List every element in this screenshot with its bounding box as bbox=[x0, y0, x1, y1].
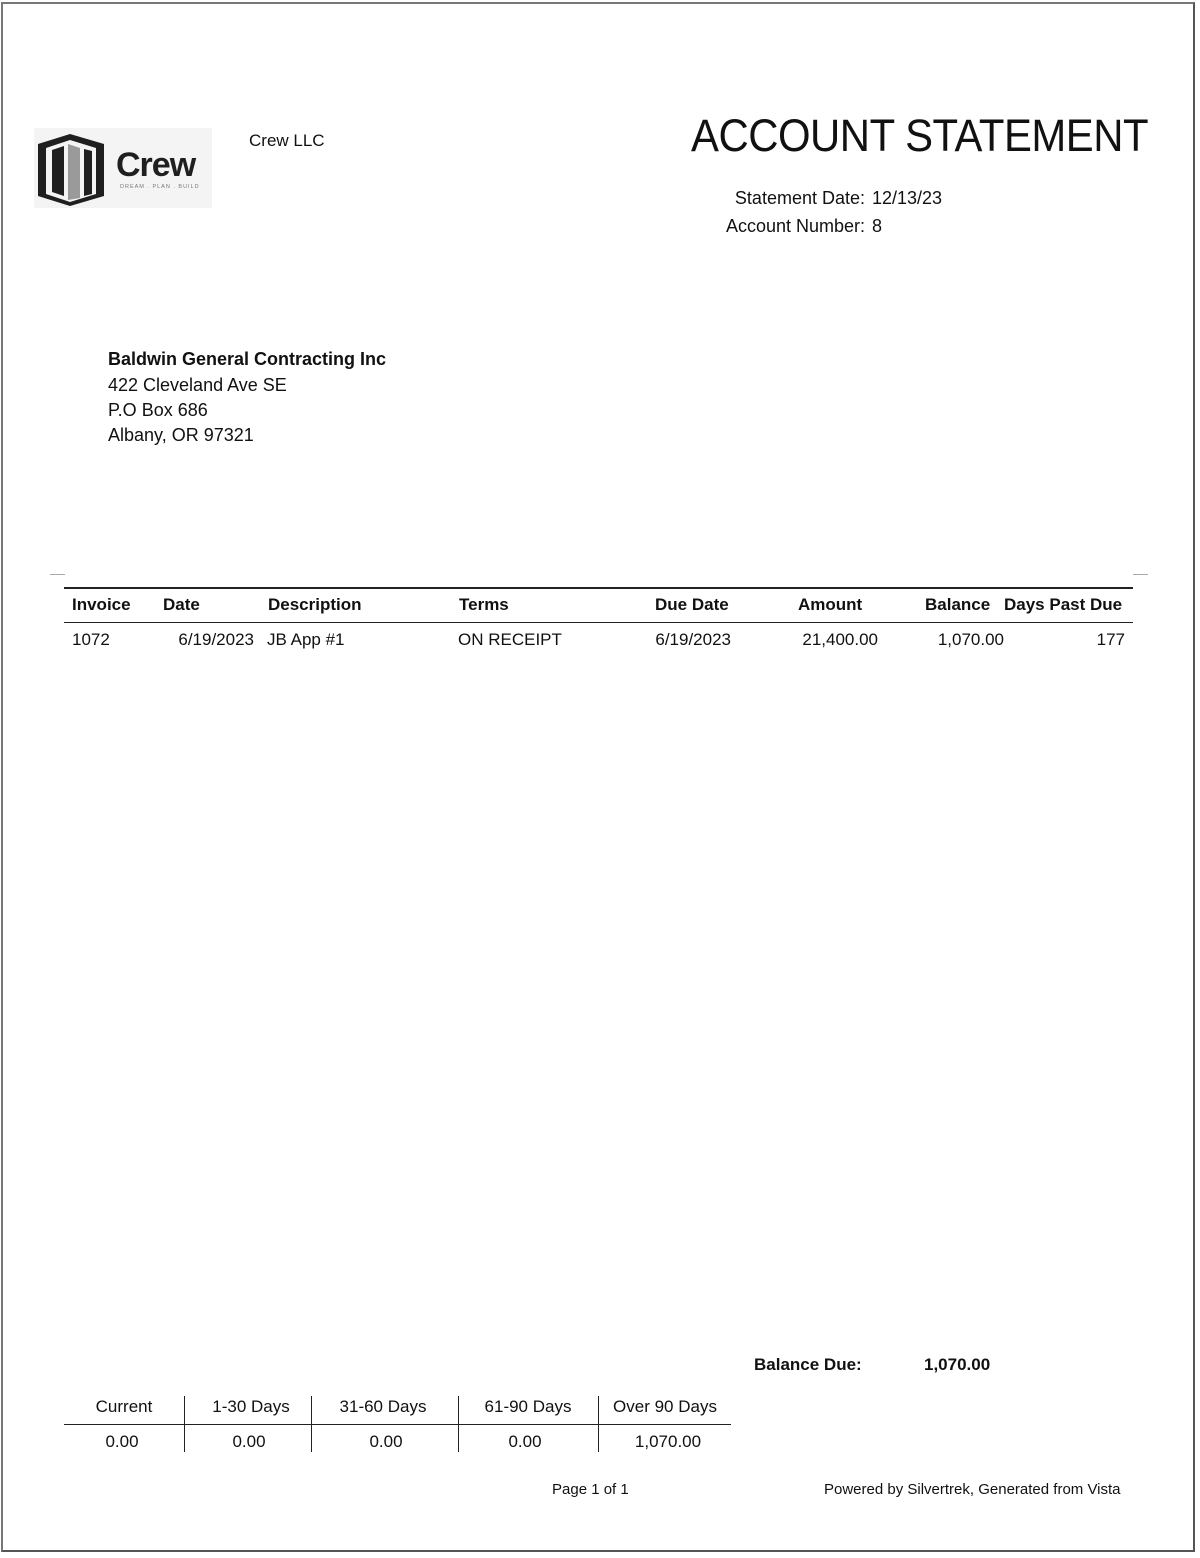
column-header-date: Date bbox=[163, 595, 200, 614]
company-logo bbox=[34, 128, 212, 208]
aging-column-divider bbox=[184, 1396, 185, 1452]
aging-header-current: Current bbox=[95, 1397, 153, 1416]
svg-text:DREAM . PLAN . BUILD: DREAM . PLAN . BUILD bbox=[120, 184, 200, 190]
cell-balance: 1,070.00 bbox=[937, 630, 1004, 649]
cell-due-date: 6/19/2023 bbox=[655, 630, 731, 649]
account-number-value: 8 bbox=[872, 216, 883, 236]
building-icon bbox=[38, 134, 104, 206]
document-title: ACCOUNT STATEMENT bbox=[691, 110, 1149, 161]
customer-address-line1: 422 Cleveland Ave SE bbox=[108, 375, 287, 395]
table-header-bottom-rule bbox=[64, 622, 1133, 623]
account-number-label: Account Number: bbox=[725, 216, 865, 236]
customer-address-line2: P.O Box 686 bbox=[108, 400, 208, 420]
aging-value-31-60: 0.00 bbox=[369, 1432, 403, 1451]
margin-mark-left bbox=[50, 574, 65, 575]
column-header-due-date: Due Date bbox=[655, 595, 729, 614]
balance-due-label: Balance Due: bbox=[754, 1355, 862, 1374]
svg-text:Crew: Crew bbox=[116, 146, 196, 184]
column-header-terms: Terms bbox=[459, 595, 509, 614]
customer-city-state-zip: Albany, OR 97321 bbox=[108, 425, 254, 445]
table-header-top-rule bbox=[64, 587, 1133, 589]
column-header-invoice: Invoice bbox=[72, 595, 131, 614]
aging-header-31-60: 31-60 Days bbox=[339, 1397, 427, 1416]
cell-invoice: 1072 bbox=[72, 630, 110, 649]
cell-date: 6/19/2023 bbox=[178, 630, 254, 649]
balance-due-value: 1,070.00 bbox=[924, 1355, 991, 1374]
aging-value-1-30: 0.00 bbox=[232, 1432, 266, 1451]
aging-header-1-30: 1-30 Days bbox=[212, 1397, 290, 1416]
aging-value-over-90: 1,070.00 bbox=[634, 1432, 702, 1451]
statement-date-label: Statement Date: bbox=[734, 188, 865, 208]
aging-value-61-90: 0.00 bbox=[508, 1432, 542, 1451]
aging-value-current: 0.00 bbox=[105, 1432, 139, 1451]
page-number: Page 1 of 1 bbox=[552, 1481, 629, 1498]
column-header-balance: Balance bbox=[925, 595, 991, 614]
cell-description: JB App #1 bbox=[267, 630, 345, 649]
column-header-description: Description bbox=[268, 595, 362, 614]
cell-terms: ON RECEIPT bbox=[458, 630, 562, 649]
statement-page bbox=[1, 2, 1195, 1552]
company-name: Crew LLC bbox=[249, 131, 325, 150]
column-header-days-past-due: Days Past Due bbox=[1004, 595, 1123, 614]
powered-by-text: Powered by Silvertrek, Generated from Vista bbox=[824, 1481, 1121, 1498]
column-header-amount: Amount bbox=[798, 595, 863, 614]
cell-amount: 21,400.00 bbox=[802, 630, 878, 649]
aging-header-61-90: 61-90 Days bbox=[484, 1397, 572, 1416]
customer-name: Baldwin General Contracting Inc bbox=[108, 349, 387, 369]
aging-divider bbox=[64, 1424, 731, 1425]
margin-mark-right bbox=[1133, 574, 1148, 575]
cell-days-past-due: 177 bbox=[1096, 630, 1125, 649]
aging-header-over-90: Over 90 Days bbox=[613, 1397, 717, 1416]
statement-date-value: 12/13/23 bbox=[872, 188, 943, 208]
